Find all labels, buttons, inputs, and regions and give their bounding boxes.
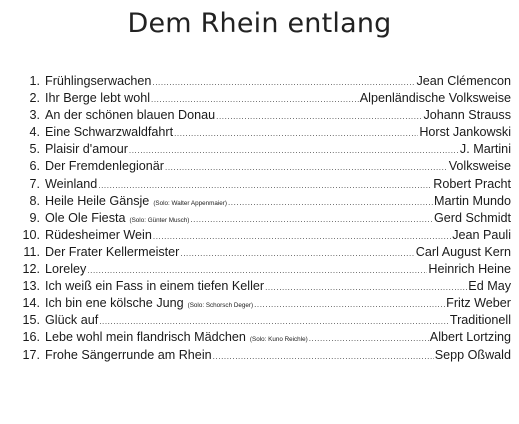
track-number: 5.	[29, 142, 40, 157]
track-title: Ole Ole Fiesta	[45, 210, 126, 225]
track-title: Heile Heile Gänsje	[45, 193, 150, 208]
track-row	[14, 73, 511, 90]
track-title: Der Fremdenlegionär	[45, 159, 164, 174]
track-composer: Heinrich Heine	[428, 262, 511, 277]
track-number: 1.	[29, 74, 40, 88]
track-row	[14, 295, 511, 312]
track-composer: Fritz Weber	[446, 296, 511, 311]
track-row	[14, 244, 511, 261]
dot-leader	[254, 296, 445, 313]
track-composer: Horst Jankowski	[419, 125, 511, 140]
track-number: 16.	[22, 330, 40, 345]
track-row	[14, 193, 511, 210]
track-number: 6.	[29, 159, 40, 174]
dot-leader	[129, 142, 459, 159]
page-title: Dem Rhein entlang	[127, 8, 392, 39]
track-composer: Alpenländische Volksweise	[359, 91, 511, 106]
track-number: 14.	[22, 296, 40, 311]
track-composer: Martin Mundo	[434, 193, 511, 208]
track-row	[14, 329, 511, 346]
dot-leader	[87, 262, 427, 279]
track-composer: Ed May	[468, 279, 511, 294]
track-title: Der Frater Kellermeister	[45, 244, 180, 259]
track-composer: Jean Pauli	[452, 227, 511, 242]
dot-leader	[165, 159, 448, 176]
track-row	[14, 261, 511, 278]
track-number: 13.	[22, 279, 40, 294]
track-composer: Sepp Oßwald	[434, 347, 511, 362]
track-composer: Albert Lortzing	[429, 330, 511, 345]
track-number: 8.	[29, 193, 40, 208]
track-title: Rüdesheimer Wein	[45, 227, 152, 242]
dot-leader	[309, 330, 429, 347]
track-title: Plaisir d'amour	[45, 142, 128, 157]
dot-leader	[99, 313, 449, 330]
dot-leader	[216, 108, 422, 125]
track-title: Loreley	[45, 262, 87, 277]
track-composer: Robert Pracht	[433, 176, 511, 191]
track-row	[14, 312, 511, 329]
dot-leader	[228, 194, 433, 211]
track-row	[14, 278, 511, 295]
track-number: 10.	[22, 227, 40, 242]
dot-leader	[151, 91, 359, 108]
track-title: Lebe wohl mein flandrisch Mädchen	[45, 330, 246, 345]
track-solo-note: (Solo: Kuno Reichle)	[249, 336, 308, 344]
dot-leader	[213, 348, 434, 365]
track-row	[14, 90, 511, 107]
track-list	[14, 73, 511, 364]
track-row	[14, 210, 511, 227]
dot-leader	[98, 177, 432, 194]
track-row	[14, 107, 511, 124]
track-row	[14, 347, 511, 364]
dot-leader	[152, 74, 415, 91]
track-number: 15.	[22, 313, 40, 328]
track-row	[14, 124, 511, 141]
track-number: 4.	[29, 125, 40, 140]
track-composer: Gerd Schmidt	[434, 210, 511, 225]
track-title: Ich weiß ein Fass in einem tiefen Keller	[45, 279, 265, 294]
dot-leader	[174, 125, 418, 142]
track-composer: Volksweise	[448, 159, 511, 174]
dot-leader	[180, 245, 414, 262]
dot-leader	[265, 279, 467, 296]
track-row	[14, 227, 511, 244]
track-number: 12.	[22, 262, 40, 277]
dot-leader	[190, 211, 433, 228]
track-composer: J. Martini	[459, 142, 511, 157]
track-number: 17.	[22, 347, 40, 362]
track-solo-note: (Solo: Walter Appenmaier)	[153, 199, 227, 207]
track-number: 3.	[29, 108, 40, 123]
track-number: 11.	[23, 244, 40, 259]
track-number: 7.	[29, 176, 40, 191]
track-title: Weinland	[45, 176, 98, 191]
track-title: Glück auf	[45, 313, 99, 328]
track-row	[14, 176, 511, 193]
track-title: An der schönen blauen Donau	[45, 108, 216, 123]
track-title: Ihr Berge lebt wohl	[45, 91, 151, 106]
track-composer: Johann Strauss	[423, 108, 511, 123]
track-solo-note: (Solo: Schorsch Deger)	[187, 302, 254, 310]
track-title: Ich bin ene kölsche Jung	[45, 296, 184, 311]
track-title: Frohe Sängerrunde am Rhein	[45, 347, 212, 362]
track-number: 9.	[29, 210, 40, 225]
track-row	[14, 141, 511, 158]
track-composer: Jean Clémencon	[416, 74, 511, 88]
dot-leader	[153, 228, 451, 245]
track-composer: Carl August Kern	[415, 244, 511, 259]
track-row	[14, 158, 511, 175]
track-title: Eine Schwarzwaldfahrt	[45, 125, 174, 140]
track-title: Frühlingserwachen	[45, 74, 152, 88]
track-solo-note: (Solo: Günter Musch)	[129, 216, 190, 224]
track-number: 2.	[29, 91, 40, 106]
track-composer: Traditionell	[449, 313, 511, 328]
